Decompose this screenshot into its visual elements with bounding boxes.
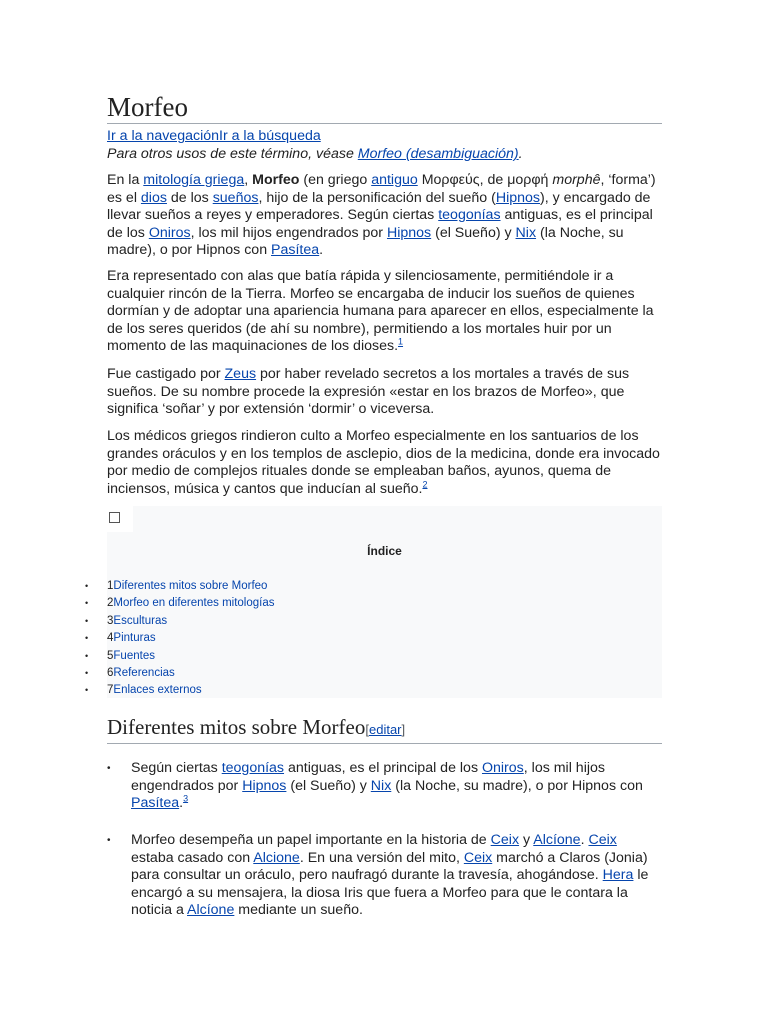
text: . (179, 795, 184, 812)
toc-item (85, 648, 275, 665)
nav-links (107, 128, 665, 146)
text: En la (107, 172, 144, 188)
link-dios[interactable]: dios (140, 189, 167, 206)
link-teogonias[interactable]: teogonías (438, 207, 501, 224)
toc-number[interactable]: 5 (107, 649, 114, 662)
link-alcione[interactable]: Alcione (253, 849, 300, 866)
paragraph-punishment (107, 366, 665, 419)
link-ceix[interactable]: Ceix (463, 849, 493, 866)
bullet: • (85, 633, 89, 644)
list-item-text (131, 832, 663, 920)
text: , (244, 172, 253, 188)
link-alcione[interactable]: Alcíone (187, 902, 235, 919)
link-pasitea[interactable]: Pasítea (131, 795, 180, 812)
bullet: • (85, 581, 89, 591)
text: , los mil hijos engendrados por (131, 760, 605, 794)
bullet: • (107, 763, 111, 774)
toc-number[interactable]: 3 (107, 614, 114, 627)
link-hipnos[interactable]: Hipnos (386, 224, 432, 241)
text: . En una versión del mito, (299, 849, 464, 866)
toc-list (85, 578, 275, 700)
bullet: • (85, 685, 89, 696)
text: Morfeo desempeña un papel importante en la historia de (131, 832, 491, 848)
text: marchó a Claros (Jonia) para consultar un oráculo, pero naufragó durante la travesía, ahogándose. (131, 849, 648, 884)
link-oniros[interactable]: Oniros (148, 224, 191, 241)
text: le encargó a su mensajera, la diosa Iris que fuera a Morfeo para que le contara la noticia a (131, 867, 649, 919)
bracket: ] (401, 722, 406, 737)
skip-nav-link[interactable]: Ir a la navegaciónIr a la búsqueda (107, 128, 321, 144)
text: ), y encargado de llevar sueños a reyes y emperadores. Según ciertas (107, 189, 651, 224)
hatnote-suffix: . (518, 146, 523, 162)
text: antiguas, es el principal de los (107, 207, 653, 241)
toc-item (85, 578, 275, 595)
paragraph-intro (107, 172, 665, 260)
text: (el Sueño) y (286, 777, 371, 794)
toc-item (85, 682, 275, 699)
text: de los (166, 189, 213, 206)
edit-section (365, 722, 405, 737)
text: Según ciertas (131, 760, 222, 776)
paragraph-description (107, 268, 665, 356)
link-ceix[interactable]: Ceix (490, 832, 520, 848)
text: (la Noche, su madre), o por Hipnos con (391, 777, 643, 794)
toc-number[interactable]: 1 (107, 580, 114, 592)
link-alcione[interactable]: Alcíone (533, 832, 581, 848)
text: estaba casado con (131, 849, 254, 866)
bullet: • (85, 667, 89, 678)
bullet: • (107, 835, 111, 846)
reference-link[interactable]: 2 (422, 479, 428, 490)
link-teogonias[interactable]: teogonías (221, 760, 285, 776)
edit-link[interactable]: editar (368, 722, 402, 737)
link-antiguo[interactable]: antiguo (371, 172, 418, 188)
link-zeus[interactable]: Zeus (224, 366, 257, 382)
link-hera[interactable]: Hera (602, 867, 634, 884)
toc-title: Índice (367, 544, 402, 558)
link-suenos[interactable]: sueños (212, 189, 259, 206)
toc-number[interactable]: 7 (107, 684, 114, 697)
list-item-text (131, 760, 663, 813)
text: . (580, 832, 589, 848)
text: (la Noche, su madre), o por Hipnos con (107, 224, 624, 259)
link-mitologia-griega[interactable]: mitología griega (143, 172, 245, 188)
table-of-contents (85, 506, 662, 698)
paragraph-cult (107, 428, 665, 498)
toc-link[interactable]: Referencias (113, 666, 175, 679)
toc-link[interactable]: Morfeo en diferentes mitologías (113, 597, 275, 610)
disambiguation-link[interactable]: Morfeo (desambiguación) (357, 146, 519, 162)
text: Era representado con alas que batía rápida y silenciosamente, permitiéndole ir a cualquier rincón de la Tierra. Morfeo se encargaba de inducir los sueños de quienes dormían y de adoptar una apariencia humana para aparecer en ellos, especialmente la de los seres queridos (de ahí su nombre), permitiendo a los mortales huir por un momento de las maquinaciones de los dioses. (107, 268, 654, 355)
text: (en griego (299, 172, 372, 188)
toc-link[interactable]: Enlaces externos (113, 684, 202, 697)
text: Fue castigado por (107, 366, 225, 382)
text: antiguas, es el principal de los (284, 760, 482, 776)
toc-number[interactable]: 4 (107, 632, 114, 645)
toc-item (85, 630, 275, 647)
toc-number[interactable]: 2 (107, 597, 114, 610)
hatnote-text: Para otros usos de este término, véase (107, 146, 358, 162)
bracket: [ (365, 722, 369, 737)
toc-link[interactable]: Fuentes (113, 649, 155, 662)
text: , hijo de la personificación del sueño ( (258, 189, 496, 206)
bold-term: Morfeo (252, 172, 300, 188)
page-title: Morfeo (107, 92, 662, 124)
text: y (519, 832, 534, 848)
bullet: • (85, 615, 89, 626)
text: . (319, 242, 324, 259)
reference-link[interactable]: 3 (183, 793, 189, 804)
text: mediante un sueño. (234, 902, 363, 919)
section-title: Diferentes mitos sobre Morfeo (107, 715, 366, 739)
toc-item (85, 665, 275, 682)
text: , los mil hijos engendrados por (190, 224, 387, 241)
text: (el Sueño) y (431, 224, 516, 241)
link-nix[interactable]: Nix (370, 777, 392, 794)
toc-link[interactable]: Diferentes mitos sobre Morfeo (113, 580, 268, 592)
toc-toggle-checkbox[interactable] (109, 512, 120, 523)
link-oniros[interactable]: Oniros (481, 760, 524, 776)
bullet: • (85, 598, 89, 609)
toc-link[interactable]: Esculturas (113, 614, 168, 627)
text: Μορφεύς, de μορφή (417, 172, 553, 188)
text: por haber revelado secretos a los mortales a través de sus sueños. De su nombre procede la expresión «estar en los brazos de Morfeo», que significa ‘soñar’ y por extensión ‘dormir’ o viceversa. (107, 366, 630, 418)
link-nix[interactable]: Nix (515, 224, 537, 241)
bullet: • (85, 650, 89, 661)
italic-term: morphê (552, 172, 601, 188)
text: , ‘forma’) es el (107, 172, 656, 206)
toc-link[interactable]: Pinturas (113, 632, 156, 645)
toc-item (85, 595, 275, 612)
text: Los médicos griegos rindieron culto a Morfeo especialmente en los santuarios de los grandes oráculos y en los templos de asclepio, dios de la medicina, donde era invocado por medio de complejos rituales donde se empleaban baños, ayunos, quema de inciensos, música y cantos que inducían al sueño. (107, 428, 660, 497)
section-heading (107, 714, 662, 744)
toc-item (85, 613, 275, 630)
toc-toggle-area (107, 506, 133, 532)
link-pasitea[interactable]: Pasítea (271, 242, 320, 259)
reference-link[interactable]: 1 (398, 336, 404, 347)
toc-number[interactable]: 6 (107, 666, 114, 679)
hatnote (107, 146, 665, 164)
link-hipnos[interactable]: Hipnos (495, 189, 541, 206)
link-hipnos[interactable]: Hipnos (242, 777, 287, 794)
link-ceix[interactable]: Ceix (588, 832, 617, 848)
